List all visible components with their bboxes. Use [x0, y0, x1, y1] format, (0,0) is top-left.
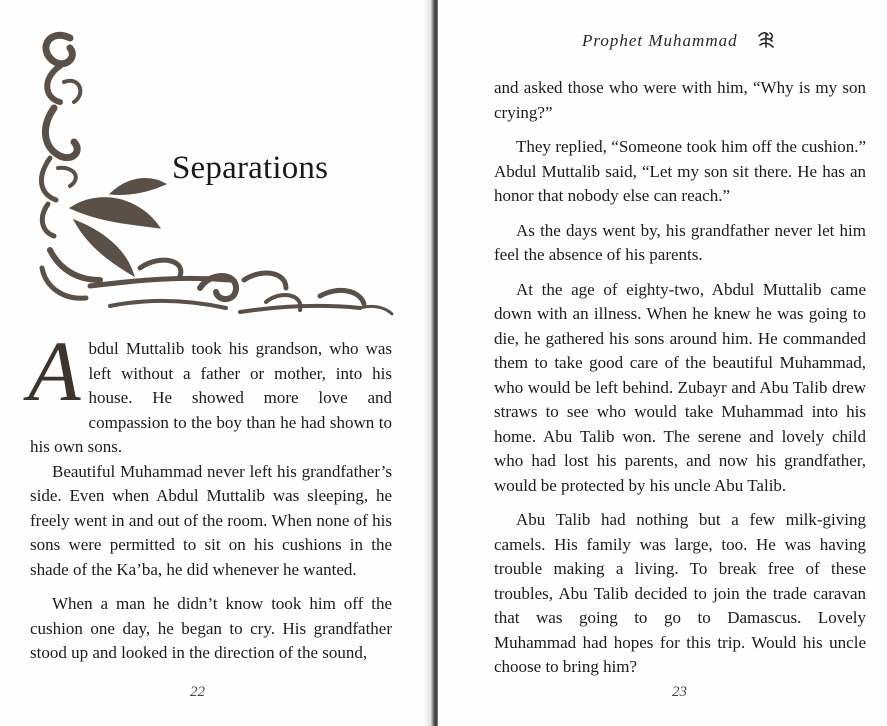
- paragraph: As the days went by, his grandfather never let him feel the absence of his parents.: [494, 220, 866, 264]
- page-number: 22: [190, 684, 205, 700]
- paragraph: They replied, “Someone took him off the cushion.” Abdul Muttalib said, “Let my son sit there. He has an honor that nobody else can reach.”: [494, 137, 866, 205]
- right-page-body: [494, 76, 866, 680]
- paragraph: and asked those who were with him, “Why is my son crying?”: [494, 78, 866, 122]
- calligraphic-honorific-icon: [756, 30, 776, 50]
- paragraph: When a man he didn’t know took him off the cushion one day, he began to cry. His grandfather stood up and looked in the direction of the sound,: [30, 594, 392, 662]
- paragraph: Beautiful Muhammad never left his grandfather’s side. Even when Abdul Muttalib was sleeping, he freely went in and out of the room. When none of his sons were permitted to sit on his cushions in the shade of the Ka’ba, he did whenever he wanted.: [30, 461, 392, 579]
- left-page: [0, 0, 432, 726]
- paragraph: At the age of eighty-two, Abdul Muttalib came down with an illness. When he knew he was going to die, he gathered his sons around him. He commanded them to take good care of the beautiful Muhammad, who would be left behind. Zubayr and Abu Talib drew straws to see who would take Muhammad into his home. Abu Talib won. The serene and lovely child who had lost his parents, and now his grandfather, would be protected by his uncle Abu Talib.: [494, 279, 866, 495]
- left-page-body: [28, 323, 392, 666]
- chapter-title: Separations: [172, 150, 329, 186]
- opening-paragraph-text: bdul Muttalib took his grandson, who was left without a father or mother, into his house. He showed more love and compassion to the boy than he had shown to his own sons.: [30, 339, 392, 456]
- paragraph: Abu Talib had nothing but a few milk-giving camels. His family was large, too. He was having trouble making a living. To break free of these troubles, Abu Talib decided to join the trade caravan that was going to go to Damascus. Lovely Muhammad had hopes for this trip. Would his uncle choose to bring him?: [494, 510, 866, 676]
- drop-cap: A: [28, 323, 81, 419]
- running-head: Prophet Muhammad: [582, 31, 738, 50]
- opening-paragraph: [28, 323, 392, 460]
- page-number: 23: [672, 684, 687, 700]
